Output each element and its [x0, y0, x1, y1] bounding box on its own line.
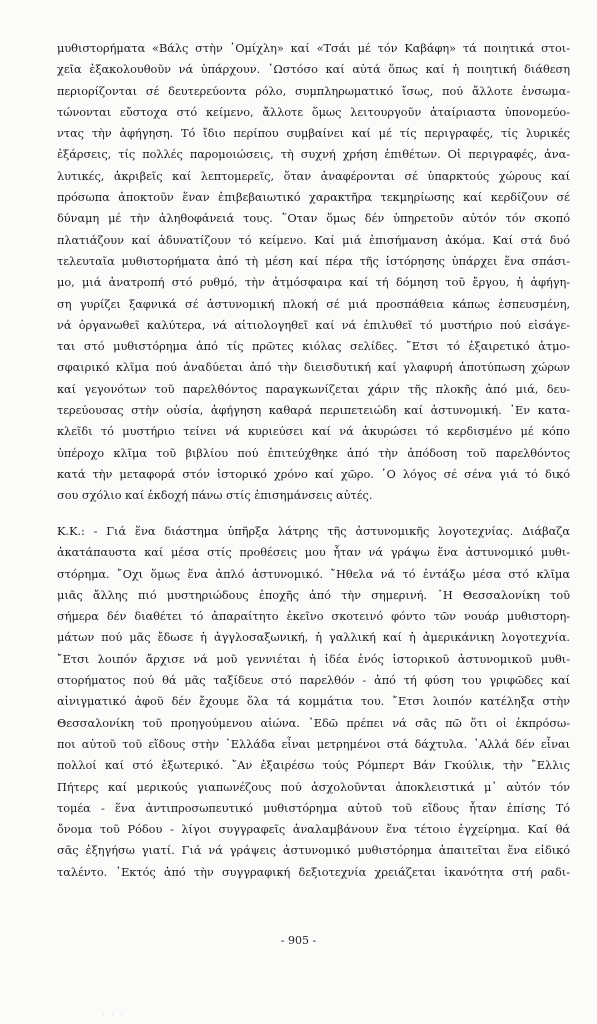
paragraph-author-answer: [57, 521, 570, 883]
text-line: ση γυρίζει ξαφνικά σέ ἀστυνομική πλοκή σέ μιά προσπάθεια κάπως ἐσπευσμένη,: [57, 296, 570, 311]
text-line: ἐξάρσεις, τίς πολλές παρομοιώσεις, τὴ συχνή χρήση ἐπιθέτων. Οἱ περιγραφές, ἀνα-: [57, 147, 570, 162]
text-line: περιορίζονται σέ δευτερεύοντα ρόλο, συμπληρωματικό ἴσως, πού ἄλλοτε ἐνσωμα-: [57, 83, 570, 98]
text-line: σφαιρικό κλῖμα πού ἀναδύεται ἀπό τὴν διεισδυτική καί γλαφυρή ἀποτύπωση χώρων: [57, 360, 570, 375]
text-line: πρόσωπα ἀποκτοῦν ἕναν ἐπιβεβαιωτικό χαρακτῆρα τεκμηρίωσης καί κερδίζουν σέ: [57, 190, 570, 205]
text-line: σᾶς ἐξηγήσω γιατί. Γιά νά γράψεις ἀστυνομικό μυθιστόρημα ἀπαιτεῖται ἕνα εἰδικό: [57, 843, 570, 858]
scan-speck-mark: · · ·: [102, 1010, 125, 1019]
text-line: Κ.Κ.: - Γιά ἕνα διάστημα ὑπῆρξα λάτρης τῆς ἀστυνομικῆς λογοτεχνίας. Διάβαζα: [57, 524, 570, 538]
text-line: χεῖα ἐξακολουθοῦν νά ὑπάρχουν. ᾿Ωστόσο καί αὐτά ὅπως καί ἡ ποιητική διάθεση: [57, 62, 570, 77]
text-line: Θεσσαλονίκη τοῦ προηγούμενου αἰώνα. ᾿Εδῶ πρέπει νά σᾶς πῶ ὅτι οἱ ἐκπρόσω-: [57, 715, 570, 730]
text-line: κατά τὴν μεταφορά στόν ἱστορικό χρόνο καί χῶρο. ῾Ο λόγος σέ σένα γιά τό δικό: [57, 466, 570, 481]
text-line: καί γεγονότων τοῦ παρελθόντος παραγκωνίζεται χάριν τῆς πλοκῆς ἀπό μιά, δευ-: [57, 381, 570, 396]
paragraph-critic: [57, 38, 570, 507]
text-line: στόρημα. ῎Οχι ὅμως ἕνα ἁπλό ἀστυνομικό. ῎Ηθελα νά τό ἐντάξω μέσα στό κλῖμα: [57, 566, 570, 581]
text-line: Πήτερς καί μερικούς γιαπωνέζους πού ἀσχολοῦνται ἀποκλειστικά μ᾿ αὐτόν τόν: [57, 779, 570, 794]
text-line: δύναμη μέ τὴν ἀληθοφάνειά τους. ῞Οταν ὅμως δέν ὑπηρετοῦν αὐτόν τόν σκοπό: [57, 211, 570, 226]
text-line: κλεῖδι τό μυστήριο τείνει νά κυριεύσει καί νά ἀκυρώσει τό κερδισμένο μέ κόπο: [57, 424, 570, 439]
text-line: ὑπέροχο κλῖμα τοῦ βιβλίου πού ἐπιτεύχθηκε ἀπό τὴν ἀπόδοση τοῦ παρελθόντος: [57, 445, 570, 460]
text-line: μο, μιά ἀνατροπή στό ρυθμό, τὴν ἀτμόσφαιρα καί τή δόμηση τοῦ ἔργου, ἡ ἀφήγη-: [57, 275, 570, 290]
text-line: ὄνομα τοῦ Ρόδου - λίγοι συγγραφεῖς ἀναλαμβάνουν ἕνα τέτοιο ἐγχείρημα. Καί θά: [57, 822, 570, 837]
text-line: τερεύουσας στὴν οὐσία, ἀφήγηση καθαρά περιπετειώδη καί ἀστυνομική. ᾿Εν κατα-: [57, 403, 570, 418]
text-line: μιᾶς ἄλλης πιό μυστηριώδους ἐποχῆς ἀπό τὴν σημερινή. ῾Η Θεσσαλονίκη τοῦ: [57, 587, 570, 602]
page-number: - 905 -: [280, 934, 317, 947]
text-line: ἀκατάπαυστα καί μέσα στίς προθέσεις μου ἦταν νά γράψω ἕνα ἀστυνομικό μυθι-: [57, 545, 570, 560]
text-line: μυθιστορήματα «Βάλς στὴν ῾Ομίχλη» καί «Τσάι μέ τόν Καβάφη» τά ποιητικά στοι-: [57, 41, 570, 55]
text-line: ταλέντο. ᾿Εκτός ἀπό τὴν συγγραφική δεξιοτεχνία χρειάζεται ἱκανότητα στή ραδι-: [57, 864, 570, 879]
text-line: πολλοί καί στό ἐξωτερικό. ῎Αν ἐξαιρέσω τούς Ρόμπερτ Βάν Γκούλικ, τὴν ῎Ελλις: [57, 758, 570, 773]
text-line: στορήματος πού θά μᾶς ταξίδευε στό παρελθόν - ἀπό τή φύση του γριφῶδες καί: [57, 673, 570, 688]
text-line: σήμερα δέν διαθέτει τό ἀπαραίτητο ἐκεῖνο σκοτεινό φόντο τῶν νουάρ μυθιστορη-: [57, 609, 570, 624]
text-line: μάτων πού μᾶς ἔδωσε ἡ ἀγγλοσαξωνική, ἡ γαλλική καί ἡ ἀμερικάνικη λογοτεχνία.: [57, 630, 570, 645]
text-line: ται στό μυθιστόρημα ἀπό τίς πρῶτες κιόλας σελίδες. ῎Ετσι τό ἐξαιρετικό ἀτμο-: [57, 339, 570, 354]
text-line: ντας τὴν ἀφήγηση. Τό ἴδιο περίπου συμβαίνει καί μέ τίς περιγραφές, τίς λυρικές: [57, 126, 570, 141]
text-line: σου σχόλιο καί ἐκδοχή πάνω στίς ἐπισημάνσεις αὐτές.: [57, 488, 373, 503]
text-line: λυτικές, ἀκριβεῖς καί λεπτομερεῖς, ὅταν ἀναφέρονται σέ ὑπαρκτούς χώρους καί: [57, 168, 570, 183]
text-line: ῎Ετσι λοιπόν ἄρχισε νά μοῦ γεννιέται ἡ ἰδέα ἑνός ἱστορικοῦ ἀστυνομικοῦ μυθι-: [57, 651, 570, 666]
text-line: πλατιάζουν καί ἀδυνατίζουν τό κείμενο. Καί μιά ἐπισήμανση ἀκόμα. Καί στά δυό: [57, 232, 570, 247]
text-line: ποι αὐτοῦ τοῦ εἴδους στὴν ῾Ελλάδα εἶναι μετρημένοι στά δάχτυλα. ᾿Αλλά δέν εἶναι: [57, 736, 570, 751]
text-line: τελευταῖα μυθιστορήματα ἀπό τὴ μέση καί πέρα τῆς ἱστόρησης ὑπάρχει ἕνα σπάσι-: [57, 253, 570, 268]
text-line: τομέα - ἕνα ἀντιπροσωπευτικό μυθιστόρημα αὐτοῦ τοῦ εἴδους ἦταν ἐπίσης Τό: [57, 800, 570, 815]
text-line: νά ὀργανωθεῖ καλύτερα, νά αἰτιολογηθεῖ καί νά ἐπιλυθεῖ τό μυστήριο πού εἰσάγε-: [57, 317, 570, 332]
text-line: αἰνιγματικό ἀφοῦ δέν ἔχουμε ὅλα τά κομμάτια του. ῎Ετσι λοιπόν κατέληξα στὴν: [57, 694, 570, 709]
text-line: τώνονται εὔστοχα στό κείμενο, ἄλλοτε ὅμως λειτουργοῦν ἀταίριαστα ὑπονομεύο-: [57, 104, 570, 119]
